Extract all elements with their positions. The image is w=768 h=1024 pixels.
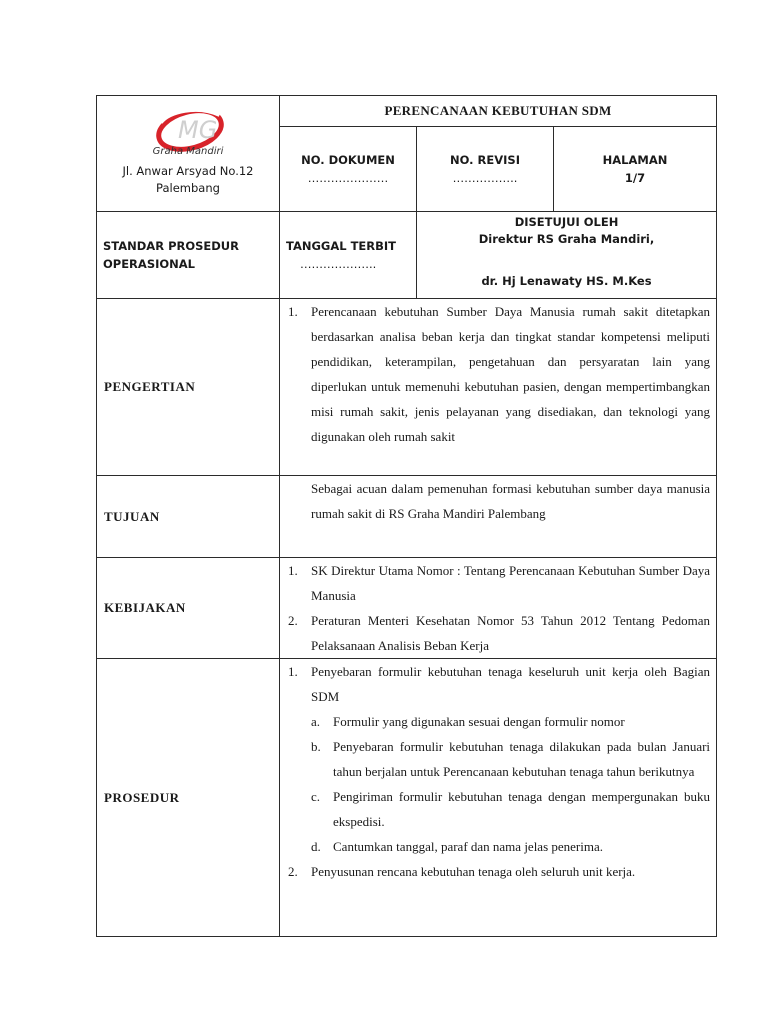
prosedur-label: PROSEDUR (97, 659, 280, 937)
kebijakan-content (280, 558, 717, 659)
kebijakan-item (284, 608, 710, 658)
pengertian-item (284, 299, 710, 449)
subitem-text: Penyebaran formulir kebutuhan tenaga dilakukan pada bulan Januari tahun berjalan untuk Perencanaan kebutuhan tenaga tahun berikutnya (333, 739, 711, 779)
item-text: Perencanaan kebutuhan Sumber Daya Manusia rumah sakit ditetapkan berdasarkan analisa beban kerja dan tingkat standar kompetensi meliputi pendidikan, keterampilan, pengetahuan dan persyaratan lain yang diperlukan untuk memenuhi kebutuhan pasien, dengan mempertimbangkan misi rumah sakit, jenis pelayanan yang disediakan, dan teknologi yang digunakan oleh rumah sakit (311, 304, 711, 444)
halaman-field (554, 127, 717, 212)
item-text: Penyebaran formulir kebutuhan tenaga keseluruh unit kerja oleh Bagian SDM (311, 664, 711, 704)
approval-box (417, 212, 717, 299)
item-number: 2. (288, 613, 298, 628)
prosedur-content (280, 659, 717, 937)
no-dokumen-field (280, 127, 417, 212)
no-revisi-field (417, 127, 554, 212)
signer-name: dr. Hj Lenawaty HS. M.Kes (481, 274, 652, 288)
item-number: 1. (288, 664, 298, 679)
tanggal-terbit-value: ……………….. (300, 257, 377, 271)
subitem-text: Formulir yang digunakan sesuai dengan formulir nomor (333, 714, 625, 729)
no-revisi-label: NO. REVISI (450, 153, 520, 167)
subitem-letter: d. (311, 839, 321, 854)
subitem-letter: b. (311, 739, 321, 754)
prosedur-item (284, 659, 710, 709)
address-line-2: Palembang (156, 181, 220, 195)
tujuan-content (280, 476, 717, 558)
hospital-address (122, 163, 253, 197)
no-revisi-value: …………….. (452, 171, 518, 185)
spo-label-line-1: STANDAR PROSEDUR (103, 239, 240, 253)
item-text: Peraturan Menteri Kesehatan Nomor 53 Tahun 2012 Tentang Pedoman Pelaksanaan Analisis Beban Kerja (311, 613, 711, 653)
logo-text: Graha Mandiri (152, 146, 224, 157)
tanggal-terbit-label: TANGGAL TERBIT (286, 239, 397, 253)
sop-table (96, 95, 717, 937)
logo-mark-text: MG (178, 116, 218, 144)
subitem-letter: a. (311, 714, 321, 729)
logo-cell (97, 96, 280, 212)
prosedur-subitem (284, 784, 710, 834)
halaman-value: 1/7 (624, 171, 646, 185)
direktur-label: Direktur RS Graha Mandiri, (478, 232, 655, 246)
subitem-text: Cantumkan tanggal, paraf dan nama jelas penerima. (333, 839, 604, 854)
kebijakan-label: KEBIJAKAN (97, 558, 280, 659)
prosedur-subitem (284, 734, 710, 784)
tujuan-text: Sebagai acuan dalam pemenuhan formasi kebutuhan sumber daya manusia rumah sakit di RS Graha Mandiri Palembang (311, 481, 711, 521)
no-dokumen-value: ………………… (307, 171, 389, 185)
item-number: 1. (288, 563, 298, 578)
tujuan-label: TUJUAN (97, 476, 280, 558)
spo-label (97, 212, 280, 299)
prosedur-item (284, 859, 710, 884)
no-dokumen-label: NO. DOKUMEN (301, 153, 395, 167)
item-number: 2. (288, 864, 298, 879)
item-text: SK Direktur Utama Nomor : Tentang Perencanaan Kebutuhan Sumber Daya Manusia (311, 563, 711, 603)
item-number: 1. (288, 304, 298, 319)
prosedur-subitem (284, 834, 710, 859)
tanggal-terbit-field (280, 212, 417, 299)
spo-label-line-2: OPERASIONAL (103, 257, 196, 271)
pengertian-content (280, 299, 717, 476)
subitem-letter: c. (311, 789, 321, 804)
address-line-1: Jl. Anwar Arsyad No.12 (122, 164, 254, 178)
prosedur-subitem (284, 709, 710, 734)
kebijakan-item (284, 558, 710, 608)
halaman-label: HALAMAN (602, 153, 668, 167)
item-text: Penyusunan rencana kebutuhan tenaga oleh seluruh unit kerja. (311, 864, 636, 879)
subitem-text: Pengiriman formulir kebutuhan tenaga dengan mempergunakan buku ekspedisi. (333, 789, 711, 829)
disetujui-label: DISETUJUI OLEH (514, 215, 619, 229)
pengertian-label: PENGERTIAN (97, 299, 280, 476)
document-title: PERENCANAAN KEBUTUHAN SDM (280, 96, 717, 127)
